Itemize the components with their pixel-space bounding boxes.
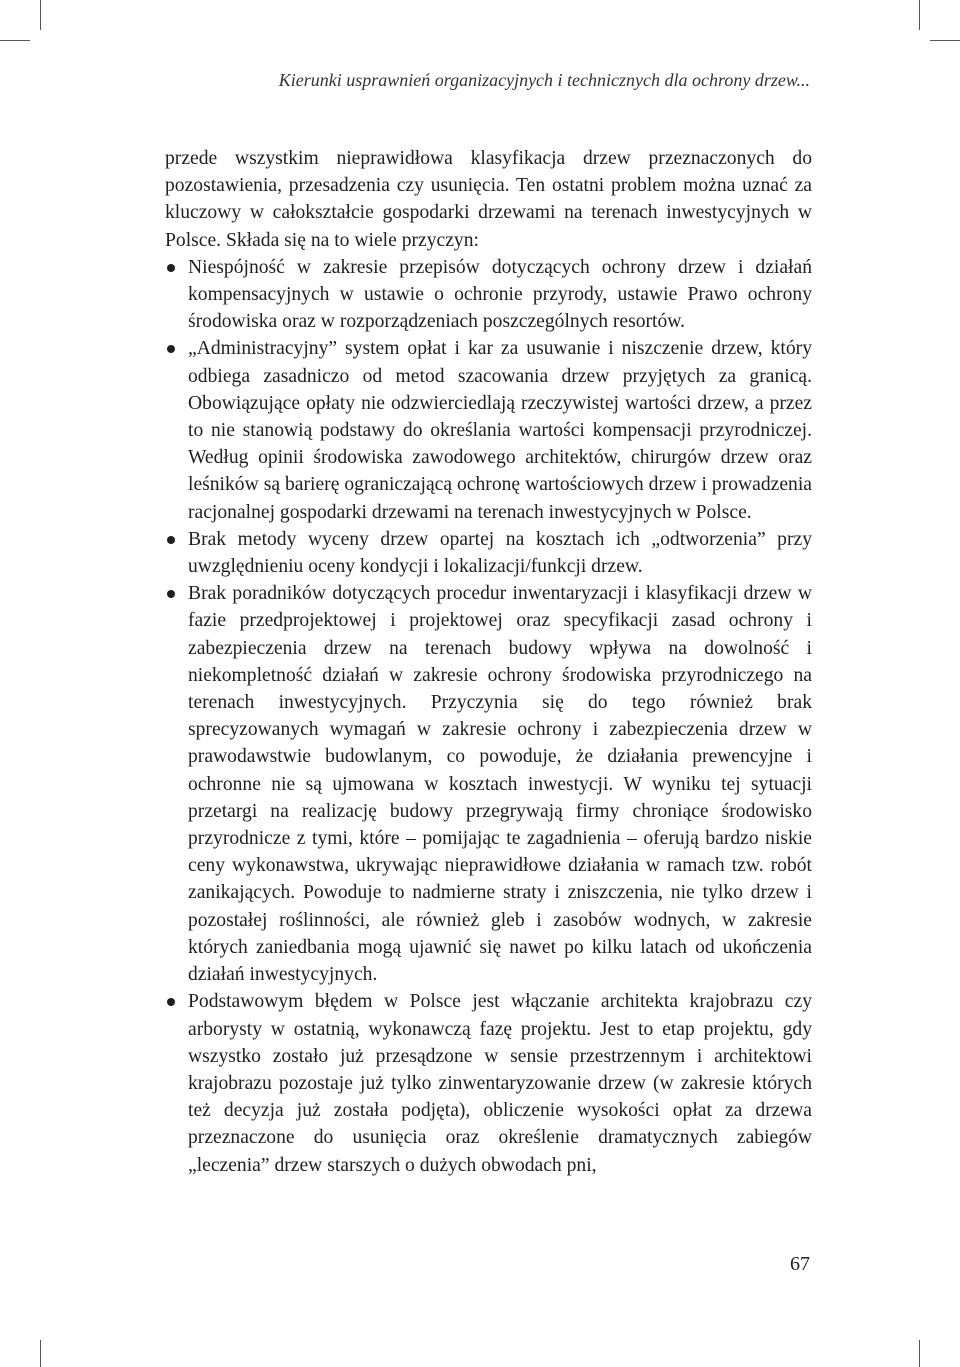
- bullet-icon: [167, 590, 175, 598]
- crop-mark: [919, 1340, 920, 1367]
- list-item-text: Brak metody wyceny drzew opartej na kosztach ich „odtworzenia” przy uwzględnieniu oceny kondycji i lokalizacji/funkcji drzew.: [188, 528, 812, 578]
- crop-mark: [0, 40, 30, 41]
- page-number: 67: [790, 1253, 810, 1275]
- list-item: [165, 335, 812, 525]
- list-item-text: Niespójność w zakresie przepisów dotyczących ochrony drzew i działań kompensacyjnych w ustawie o ochronie przyrody, ustawie Prawo ochrony środowiska oraz w rozporządzeniach poszczególnych resortów.: [188, 256, 812, 333]
- bullet-icon: [167, 998, 175, 1006]
- crop-mark: [919, 0, 920, 30]
- list-item-text: „Administracyjny” system opłat i kar za usuwanie i niszczenie drzew, który odbiega zasadniczo od metod szacowania drzew przyjętych za granicą. Obowiązujące opłaty nie odzwierciedlają rzeczywistej wartości drzew, a przez to nie stanowią podstawy do określania wartości kompensacji przyrodniczej. Według opinii środowiska zawodowego architektów, chirurgów drzew oraz leśników są barierę ograniczającą ochronę wartościowych drzew i prowadzenia racjonalnej gospodarki drzewami na terenach inwestycyjnych w Polsce.: [188, 338, 812, 523]
- bullet-icon: [167, 345, 175, 353]
- intro-paragraph: przede wszystkim nieprawidłowa klasyfikacja drzew przeznaczonych do pozostawienia, przesadzenia czy usunięcia. Ten ostatni problem można uznać za kluczowy w całokształcie gospodarki drzewami na terenach inwestycyjnych w Polsce. Składa się na to wiele przyczyn:: [165, 148, 812, 251]
- list-item: [165, 254, 812, 336]
- list-item-text: Brak poradników dotyczących procedur inwentaryzacji i klasyfikacji drzew w fazie przedprojektowej i projektowej oraz specyfikacji zasad ochrony i zabezpieczenia drzew na terenach budowy wpływa na dowolność i niekompletność działań w zakresie ochrony środowiska przyrodniczego na terenach inwestycyjnych. Przyczynia się do tego również brak sprecyzowanych wymagań w zakresie ochrony i zabezpieczenia drzew w prawodawstwie budowlanym, co powoduje, że działania prewencyjne i ochronne nie są ujmowana w kosztach inwestycji. W wyniku tej sytuacji przetargi na realizację budowy przegrywają firmy chroniące środowisko przyrodnicze z tymi, które – pomijając te zagadnienia – oferują bardzo niskie ceny wykonawstwa, ukrywając nieprawidłowe działania w ramach tzw. robót zanikających. Powoduje to nadmierne straty i zniszczenia, nie tylko drzew i pozostałej roślinności, ale również gleb i zasobów wodnych, w zakresie których zaniedbania mogą ujawnić się nawet po kilku latach od ukończenia działań inwestycyjnych.: [188, 583, 812, 986]
- crop-mark: [40, 1340, 41, 1367]
- bullet-list: [165, 254, 812, 1179]
- running-header: Kierunki usprawnień organizacyjnych i technicznych dla ochrony drzew...: [278, 70, 810, 90]
- crop-mark: [930, 40, 960, 41]
- bullet-icon: [167, 264, 175, 272]
- bullet-icon: [167, 536, 175, 544]
- list-item-text: Podstawowym błędem w Polsce jest włączanie architekta krajobrazu czy arborysty w ostatnią, wykonawczą fazę projektu. Jest to etap projektu, gdy wszystko zostało już przesądzone w sensie przestrzennym i architektowi krajobrazu pozostaje już tylko zinwentaryzowanie drzew (w zakresie których też decyzja już została podjęta), obliczenie wysokości opłat za drzewa przeznaczone do usunięcia oraz określenie dramatycznych zabiegów „leczenia” drzew starszych o dużych obwodach pni,: [188, 991, 812, 1176]
- list-item: [165, 580, 812, 988]
- list-item: [165, 988, 812, 1178]
- crop-mark: [40, 0, 41, 30]
- list-item: [165, 526, 812, 580]
- page-body: [165, 145, 812, 1179]
